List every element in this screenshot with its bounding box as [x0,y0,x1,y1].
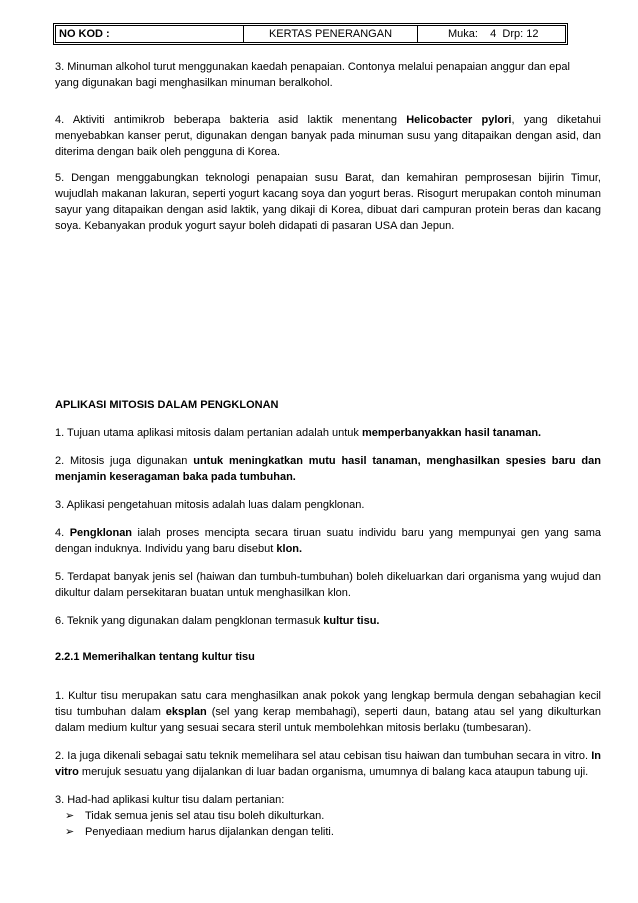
bold-text: klon. [276,543,303,555]
paragraph-teknik [55,613,601,629]
text: 2. Ia juga dikenali sebagai satu teknik memelihara sel atau cebisan tisu haiwan dan tumbuhan secara in vitro. [55,750,592,762]
bold-text: Helicobacter pylori [406,114,512,126]
text: 6. Teknik yang digunakan dalam pengklonan termasuk [55,615,324,627]
bold-text: eksplan [165,706,207,718]
subsection-heading: 2.2.1 Memerihalkan tentang kultur tisu [55,651,255,663]
text: 4. Aktiviti antimikrob beberapa bakteria asid laktik menentang [55,114,407,126]
bold-text: Pengklonan [69,527,133,539]
text: 1. Kultur tisu merupakan satu cara menghasilkan anak pokok yang lengkap bermula dengan sebahagian kecil tisu tumbuhan dalam [55,690,601,718]
header-title: KERTAS PENERANGAN [244,26,418,42]
paragraph-tujuan [55,425,601,441]
bold-text: kultur tisu. [323,615,380,627]
paragraph-jenis-sel: 5. Terdapat banyak jenis sel (haiwan dan tumbuh-tumbuhan) boleh dikeluarkan dari organisma yang wujud dan dikultur dalam persekitaran buatan untuk menghasilkan klon. [55,571,601,599]
bold-text: In vitro [55,750,601,778]
list-item [55,808,601,824]
paragraph-had-had: 3. Had-had aplikasi kultur tisu dalam pertanian: [55,794,285,806]
paragraph-mitosis [55,453,601,485]
paragraph-kultur-tisu [55,688,601,736]
arrow-bullet-icon: ➢ [65,810,75,822]
section-heading: APLIKASI MITOSIS DALAM PENGKLONAN [55,399,279,411]
paragraph-yogurt: 5. Dengan menggabungkan teknologi penapaian susu Barat, dan kemahiran pemprosesan bijirin Timur, wujudlah makanan lakuran, seperti yogurt kacang soya dan yogurt beras. Risogurt merupakan contoh minuman sayur yang ditapaikan dengan asid laktik, yang dikaji di Korea, dibuat dari campuran protein beras dan kacang soya. Kebanyakan produk yogurt sayur boleh didapati di pasaran USA dan Jepun. [55,172,601,232]
bold-text: untuk meningkatkan mutu hasil tanaman, menghasilkan spesies baru dan menjamin keseragaman baka pada tumbuhan. [55,455,601,483]
list-item [55,824,601,840]
list-item-text: Penyediaan medium harus dijalankan dengan teliti. [85,826,334,838]
text: merujuk sesuatu yang dijalankan di luar badan organisma, umumnya di balang kaca ataupun tabung uji. [78,766,589,778]
header-table [53,23,568,45]
text: 2. Mitosis juga digunakan [55,455,194,467]
paragraph-pengklonan [55,525,601,557]
bold-text: memperbanyakkan hasil tanaman. [361,427,542,439]
header-page-number: Muka: 4 Drp: 12 [448,28,539,40]
header-row [55,25,566,43]
paragraph-alkohol: 3. Minuman alkohol turut menggunakan kaedah penapaian. Contonya melalui penapaian anggur dan epal yang digunakan bagi menghasilkan minuman beralkohol. [55,61,570,89]
text: ialah proses mencipta secara tiruan suatu individu baru yang mempunyai gen yang sama dengan induknya. Individu yang baru disebut [55,527,602,555]
document-body [55,59,601,840]
text: 1. Tujuan utama aplikasi mitosis dalam pertanian adalah untuk [55,427,362,439]
list-item-text: Tidak semua jenis sel atau tisu boleh dikulturkan. [85,810,325,822]
header-kod: NO KOD : [56,26,244,42]
text: 4. [55,527,70,539]
paragraph-in-vitro [55,748,601,780]
paragraph-antimikrob [55,112,601,160]
limitations-list [55,808,601,840]
text: , yang diketahui menyebabkan kanser perut, digunakan dengan banyak pada minuman susu yang ditapaikan dengan asid, dan diterima dengan baik oleh pengguna di Korea. [55,114,601,158]
text: (sel yang kerap membahagi), seperti daun, batang atau sel yang dikulturkan dalam medium kultur yang sesuai secara steril untuk membolehkan mitosis berlaku (tumbesaran). [55,706,601,734]
paragraph-aplikasi: 3. Aplikasi pengetahuan mitosis adalah luas dalam pengklonan. [55,499,365,511]
arrow-bullet-icon: ➢ [65,826,75,838]
